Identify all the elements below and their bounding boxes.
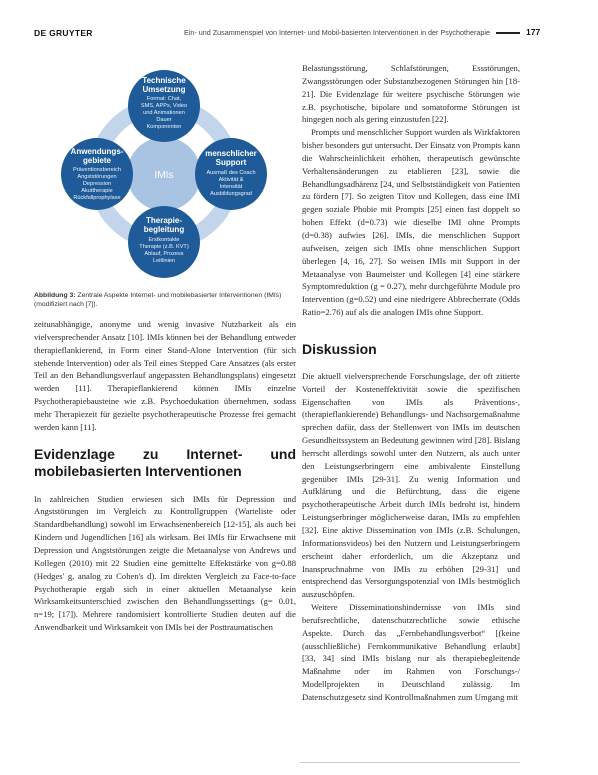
section-heading-discussion: Diskussion	[302, 340, 377, 357]
svg-text:Präventionsbereich: Präventionsbereich	[73, 167, 121, 173]
left-column	[34, 318, 296, 634]
footer-rule	[300, 762, 520, 763]
paragraph: zeitunabhängige, anonyme und wenig invasive Nutzbarkeit als ein vielversprechender Ansatz [10]. IMIs können bei der Behandlung entweder therapieflankierend, in Form einer Stand-Alone Intervention (für sich stehende Intervention) oder als Teil eines Stepped Care Ansatzes (als erster Teil an den Behandlungsverlauf angepassten Behandlungsplans) eingesetzt werden [11]. Therapieflankierend können IMIs einzelne Psychotherapiebausteine wie z.B. Psychoedukation übernehmen, sodass mehr Therapiezeit für gezielte psychotherapeutische Prozesse frei gemacht werden kann [11].	[34, 319, 296, 432]
svg-text:Umsetzung: Umsetzung	[142, 85, 186, 94]
svg-text:Rückfallprophylaxe: Rückfallprophylaxe	[73, 195, 121, 201]
node-therapy	[128, 206, 200, 278]
imi-diagram	[34, 52, 292, 284]
svg-text:Format: Chat,: Format: Chat,	[146, 96, 182, 102]
svg-text:und Animationen: und Animationen	[143, 110, 185, 116]
figure-imi-aspects	[34, 52, 292, 284]
figure-caption	[34, 291, 296, 310]
right-column	[302, 62, 520, 704]
publisher-name: DE GRUYTER	[34, 28, 93, 38]
node-support	[195, 138, 267, 210]
svg-text:Technische: Technische	[142, 76, 186, 85]
caption-text: Zentrale Aspekte Internet- und mobilebasierter Interventionen (IMIs) (modifiziert nach [7]).	[34, 292, 282, 309]
svg-text:Akuttherapie: Akuttherapie	[81, 188, 113, 194]
paragraph: Belastungsstörung, Schlafstörungen, Essstörungen, Zwangsstörungen oder Substanzbezogenen Störungen hin [18-21]. Die Evidenzlage für weitere psychische Störungen wie z.B. psychotische, bipolare und somatoforme Störungen ist hingegen noch als gering einzustufen [22].	[302, 63, 520, 125]
paragraph: In zahlreichen Studien erwiesen sich IMIs für Depression und Angststörungen im Vergleich zu Kontrollgruppen (Warteliste oder Standardbehandlung) sowohl im Erwachsenenbereich [12-15], als auch bei Kindern und Jugendlichen [16] als wirksam. Bei IMIs für Erwachsene mit Depression und Angststörungen zeigte die Metaanalyse von Andrews und Kollegen (2010) mit 22 Studien eine gemittelte Effektstärke von g=0.88 (Hedges' g, analog zu Cohen's d). Im direkten Vergleich zu Face-to-face Psychotherapie ergab sich in einer aktuellen Metaanalyse kein Wirksamkeitsunterschied zwischen den Behandlungssettings (g= 0.01, n=19; [17]). Mehrere randomisiert kontrollierte Studien deuten auf die Anwendbarkeit und Wirksamkeit von IMIs bei der Posttraumatischen	[34, 493, 296, 633]
node-application	[61, 138, 133, 210]
svg-text:Komponenten: Komponenten	[146, 124, 182, 130]
svg-text:Leitlinien: Leitlinien	[152, 258, 176, 264]
page-header	[0, 0, 598, 40]
svg-text:Anwendungs-: Anwendungs-	[70, 147, 124, 156]
svg-text:Dauer: Dauer	[156, 117, 172, 123]
svg-text:Ausbildungsgrad: Ausbildungsgrad	[210, 191, 252, 197]
svg-text:Depression: Depression	[82, 181, 112, 187]
paragraph: Die aktuell vielversprechende Forschungslage, der oft zitierte Vorteil der Kosteneffektivität sowie die spezifischen Eigenschaften von IMIs als Präventions-, (therapieflankierende) Behandlungs- und Nachsorgemaßnahme sprechen dafür, dass der Stellenwert von IMIs im deutschen Gesundheitssystem an Bedeutung gewinnen wird [28]. Bislang herrscht allerdings sowohl unter den Nutzern, als auch unter den Leistungserbringern eine ambivalente Einstellung gegenüber IMIs [29-31]. Zu wenig Information und Aufklärung und die Befürchtung, dass die eigene psychotherapeutische Arbeit durch IMIs bedroht ist, hindern Leistungserbringer möglicherweise daran, IMIs zu empfehlen [32]. Eine aktive Dissemination von IMIs (z.B. Schulungen, Informationsvideos) bei den Nutzern und Leistungserbringern erscheint daher erforderlich, um die Akzeptanz und Inanspruchnahme von IMIs zu erhöhen [29-31] und entsprechend das Versorgungspotenzial von IMIs bestmöglich auszuschöpfen.	[302, 370, 520, 600]
center-label: IMIs	[154, 170, 174, 181]
svg-text:menschlicher: menschlicher	[205, 149, 257, 158]
header-rule	[496, 32, 520, 34]
running-title: Ein- und Zusammenspiel von Internet- und Mobil-basierten Interventionen in der Psychotherapie	[183, 28, 490, 37]
svg-text:Aktivität &: Aktivität &	[218, 177, 244, 183]
svg-text:Ablauf, Prozess: Ablauf, Prozess	[144, 251, 184, 257]
section-heading-evidence: Evidenzlage zu Internet- und mobilebasierten Interventionen	[34, 445, 296, 479]
svg-text:Intensität: Intensität	[219, 184, 243, 190]
svg-text:Angststörungen: Angststörungen	[77, 174, 117, 180]
svg-text:Therapie (z.B. KVT): Therapie (z.B. KVT)	[139, 244, 189, 250]
svg-text:gebiete: gebiete	[82, 156, 112, 165]
svg-text:SMS, APPs, Video: SMS, APPs, Video	[140, 103, 188, 109]
node-technical	[128, 70, 200, 142]
svg-text:begleitung: begleitung	[143, 225, 185, 234]
page-number: 177	[526, 27, 541, 37]
caption-label: Abbildung 3:	[34, 292, 76, 299]
svg-text:Ausmaß des Coach: Ausmaß des Coach	[206, 170, 256, 176]
svg-text:Erstkontakte: Erstkontakte	[148, 237, 180, 243]
paragraph: Weitere Disseminationshindernisse von IMIs sind berufsrechtliche, datenschutzrechtliche sowie ethische Aspekte. Durch das „Fernbehandlungsverbot“ [(keine (ausschließliche) Fernkommunikative Behandlung erlaubt] [33, 34] sind IMIs bislang nur als therapiebegleitende Maßnahme oder im Rahmen von Forschungs-/ Modellprojekten in Deutschland zulässig. Im Datenschutzgesetz sind Kontrollmaßnahmen zum Umgang mit	[302, 602, 520, 702]
svg-text:Therapie-: Therapie-	[145, 216, 183, 225]
paragraph: Prompts und menschlicher Support wurden als Wirkfaktoren bisher besonders gut untersucht. Der Einsatz von Prompts kann die Wahrscheinlichkeit erhöhen, therapeutisch gewünschte Verhaltensänderungen zu etablieren [23], sowie die Behandlungsadhärenz [24, und Selbstständigkeit von Patienten zu fördern [7]. So zeigten Titov und Kollegen, dass eine IMI gegen soziale Phobie mit Prompts [25] einen fast doppelt so hohen Effekt (d=0.73) wie dieselbe IMI ohne Prompts (d=0.38) aufwies [26]. IMIs, die menschlichen Support aufweisen, zeigen sich IMIs ohne menschlichen Support überlegen [4, 16, 27]. So weisen IMIs mit Support in der Metaanalyse von Baumeister und Kollegen [4] eine stärkere Symptomreduktion (g = 0.27), mehr durchgeführte Module pro Intervention (g=0.52) und eine niedrigere Abbrecherrate (Odds Ratio=2.76) auf als die analogen IMIs ohne Support.	[302, 127, 520, 318]
svg-text:Support: Support	[215, 158, 247, 167]
